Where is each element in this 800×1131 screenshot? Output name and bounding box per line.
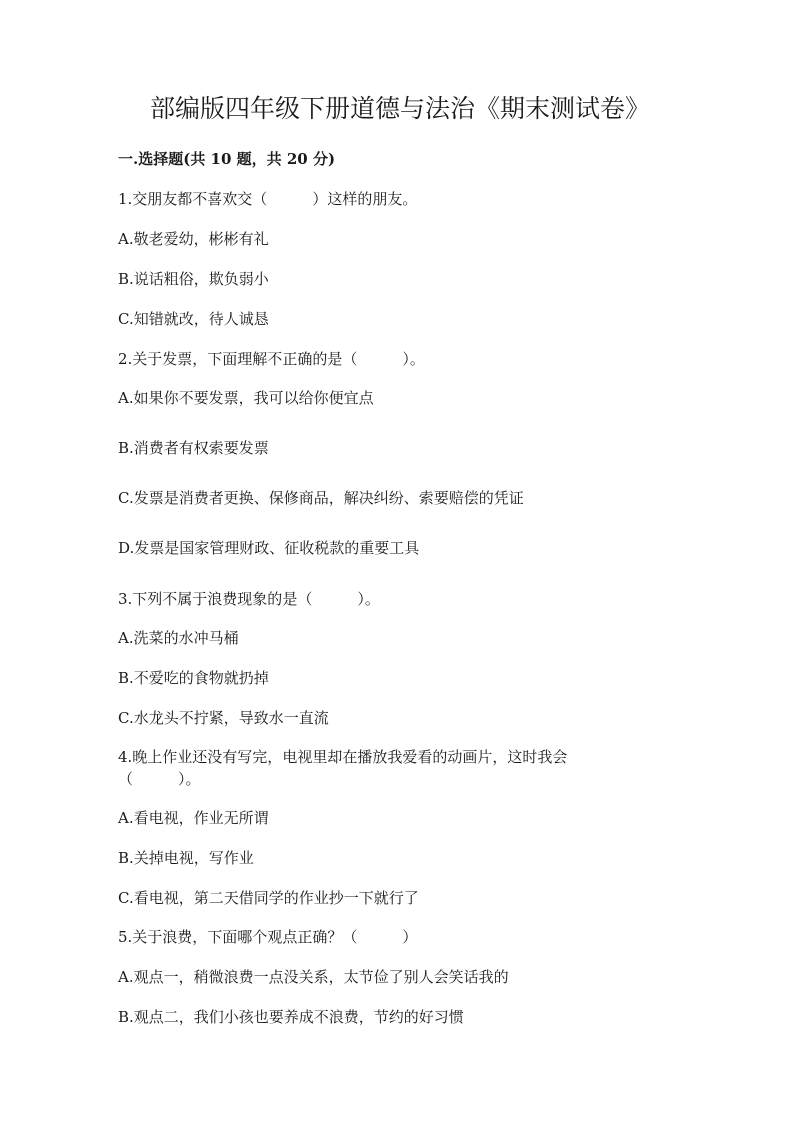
- question-2-option-b: B.消费者有权索要发票: [118, 439, 269, 457]
- question-3-option-a: A.洗菜的水冲马桶: [118, 629, 239, 647]
- question-5-option-a: A.观点一，稍微浪费一点没关系，太节俭了别人会笑话我的: [118, 968, 509, 986]
- question-4-stem-line-2: （ ）。: [118, 770, 201, 788]
- question-4-option-c: C.看电视，第二天借同学的作业抄一下就行了: [118, 889, 419, 907]
- question-4-option-a: A.看电视，作业无所谓: [118, 809, 269, 827]
- question-5-option-b: B.观点二，我们小孩也要养成不浪费，节约的好习惯: [118, 1008, 464, 1026]
- question-1-stem: 1.交朋友都不喜欢交（ ）这样的朋友。: [118, 190, 418, 208]
- question-5-stem: 5.关于浪费，下面哪个观点正确？（ ）: [118, 928, 418, 946]
- question-2-option-a: A.如果你不要发票，我可以给你便宜点: [118, 389, 374, 407]
- question-1-option-a: A.敬老爱幼，彬彬有礼: [118, 230, 269, 248]
- page-title: 部编版四年级下册道德与法治《期末测试卷》: [149, 94, 650, 123]
- question-3-stem: 3.下列不属于浪费现象的是（ ）。: [118, 590, 380, 608]
- question-2-option-c: C.发票是消费者更换、保修商品，解决纠纷、索要赔偿的凭证: [118, 489, 524, 507]
- question-3-option-b: B.不爱吃的食物就扔掉: [118, 669, 269, 687]
- question-4-stem-line-1: 4.晚上作业还没有写完，电视里却在播放我爱看的动画片，这时我会: [118, 748, 568, 766]
- question-1-option-c: C.知错就改，待人诚恳: [118, 310, 269, 328]
- question-2-option-d: D.发票是国家管理财政、征收税款的重要工具: [118, 539, 420, 557]
- question-4-option-b: B.关掉电视，写作业: [118, 849, 254, 867]
- question-2-stem: 2.关于发票，下面理解不正确的是（ ）。: [118, 350, 425, 368]
- question-1-option-b: B.说话粗俗，欺负弱小: [118, 270, 269, 288]
- section-heading: 一.选择题(共 10 题，共 20 分): [118, 150, 336, 168]
- question-3-option-c: C.水龙头不拧紧，导致水一直流: [118, 709, 329, 727]
